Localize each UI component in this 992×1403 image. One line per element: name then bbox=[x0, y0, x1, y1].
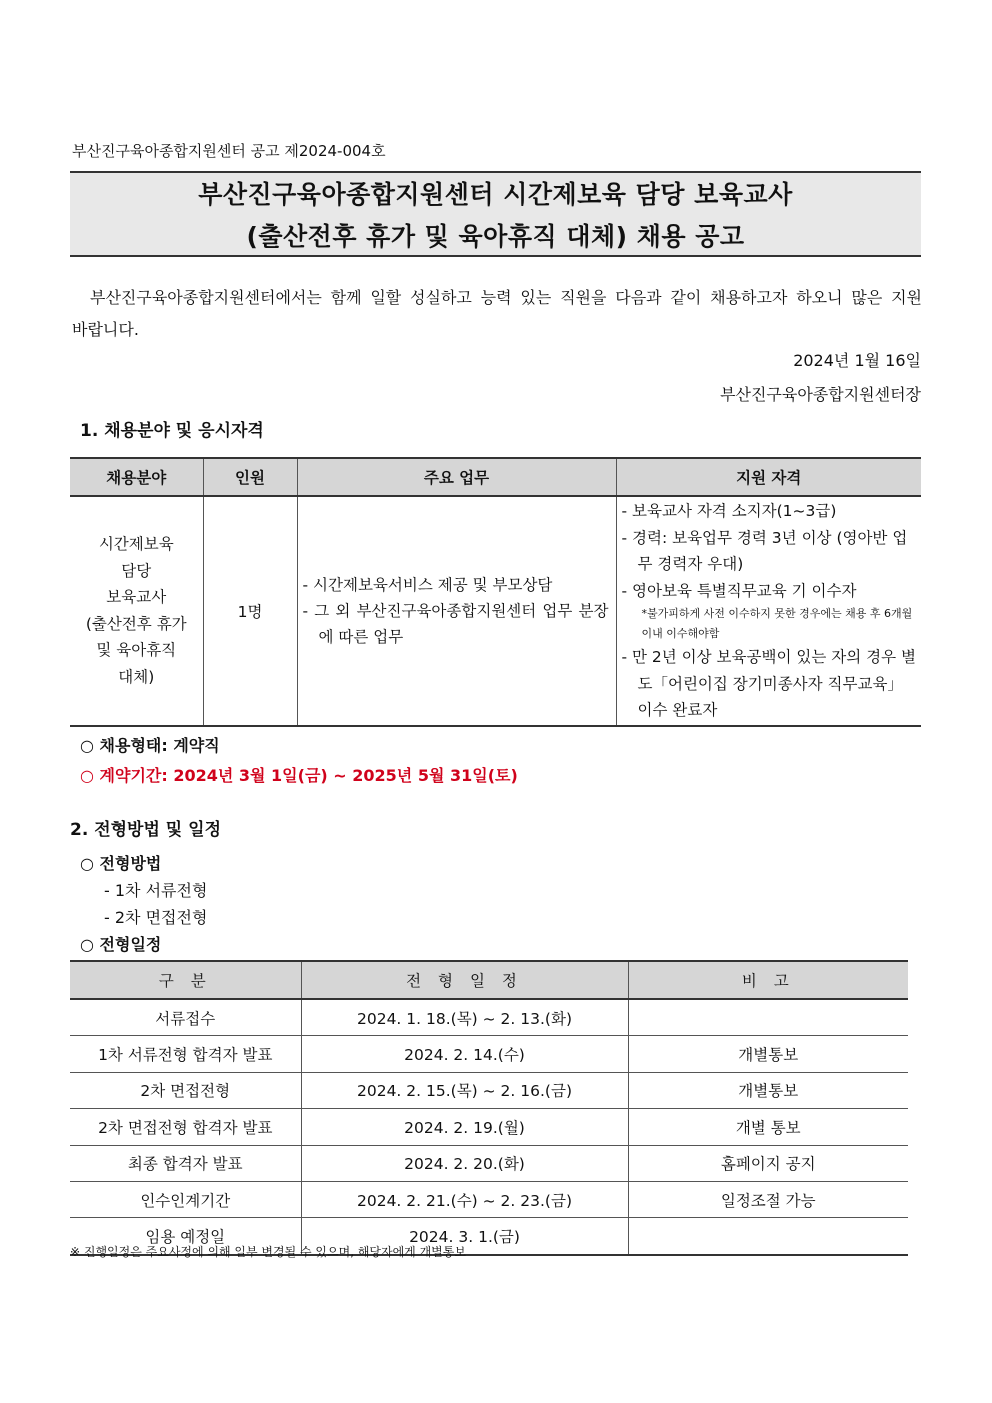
category-cell: 1차 서류전형 합격자 발표 bbox=[70, 1036, 301, 1072]
method-label: ○ 전형방법 bbox=[80, 854, 162, 873]
table-row bbox=[70, 1109, 908, 1145]
signature: 부산진구육아종합지원센터장 bbox=[720, 385, 921, 404]
remarks-cell bbox=[628, 1218, 908, 1255]
duty-item: - 그 외 부산진구육아종합지원센터 업무 분장에 따른 업무 bbox=[302, 601, 609, 646]
table-header-row bbox=[70, 961, 908, 999]
table-row bbox=[70, 1145, 908, 1181]
headcount-cell: 1명 bbox=[203, 496, 297, 726]
table-header-row bbox=[70, 458, 921, 496]
remarks-cell: 개별통보 bbox=[628, 1036, 908, 1072]
header-schedule: 전 형 일 정 bbox=[301, 961, 628, 999]
field-line: 담당 bbox=[121, 561, 152, 580]
table-row bbox=[70, 1181, 908, 1217]
schedule-cell: 2024. 3. 1.(금) bbox=[301, 1218, 628, 1255]
category-cell: 2차 면접전형 bbox=[70, 1072, 301, 1108]
employment-type: ○ 채용형태: 계약직 bbox=[80, 736, 220, 755]
page-title bbox=[70, 171, 921, 257]
qualification-item: - 보육교사 자격 소지자(1~3급) bbox=[621, 502, 837, 520]
table-row bbox=[70, 999, 908, 1036]
field-line: 및 육아휴직 bbox=[96, 641, 177, 660]
remarks-cell: 일정조절 가능 bbox=[628, 1181, 908, 1217]
header-field: 채용분야 bbox=[70, 458, 203, 496]
category-cell: 임용 예정일 bbox=[70, 1218, 301, 1255]
category-cell: 2차 면접전형 합격자 발표 bbox=[70, 1109, 301, 1145]
schedule-cell: 2024. 2. 20.(화) bbox=[301, 1145, 628, 1181]
field-line: (출산전후 휴가 bbox=[85, 614, 187, 633]
duty-item: - 시간제보육서비스 제공 및 부모상담 bbox=[302, 575, 553, 594]
notice-date: 2024년 1월 16일 bbox=[793, 351, 921, 370]
header-headcount: 인원 bbox=[203, 458, 297, 496]
method-item: - 1차 서류전형 bbox=[104, 881, 208, 900]
schedule-cell: 2024. 2. 21.(수) ~ 2. 23.(금) bbox=[301, 1181, 628, 1217]
qualification-item: - 영아보육 특별직무교육 기 이수자 bbox=[621, 581, 857, 600]
schedule-footnote: ※ 진행일정은 주요사정에 의해 일부 변경될 수 있으며, 해당자에게 개별통보 bbox=[70, 1245, 466, 1259]
table-row bbox=[70, 496, 921, 726]
schedule-table bbox=[70, 960, 908, 1256]
notice-number: 부산진구육아종합지원센터 공고 제2024-004호 bbox=[72, 142, 386, 160]
duties-cell bbox=[297, 496, 616, 726]
title-line-1: 부산진구육아종합지원센터 시간제보육 담당 보육교사 bbox=[198, 180, 793, 209]
header-duties: 주요 업무 bbox=[297, 458, 616, 496]
qualification-note: *불가피하게 사전 이수하지 못한 경우에는 채용 후 6개월 이내 이수해야함 bbox=[641, 607, 913, 640]
remarks-cell bbox=[628, 999, 908, 1036]
qualifications-cell bbox=[616, 496, 921, 726]
header-category: 구 분 bbox=[70, 961, 301, 999]
header-remarks: 비 고 bbox=[628, 961, 908, 999]
remarks-cell: 홈페이지 공지 bbox=[628, 1145, 908, 1181]
title-line-2: (출산전후 휴가 및 육아휴직 대체) 채용 공고 bbox=[246, 222, 745, 251]
section1-heading: 1. 채용분야 및 응시자격 bbox=[80, 421, 264, 441]
field-line: 보육교사 bbox=[106, 588, 167, 607]
table-row bbox=[70, 1036, 908, 1072]
qualification-item: - 만 2년 이상 보육공백이 있는 자의 경우 별도「어린이집 장기미종사자 직무교육」이수 완료자 bbox=[621, 648, 916, 719]
category-cell: 서류접수 bbox=[70, 999, 301, 1036]
header-qualifications: 지원 자격 bbox=[616, 458, 921, 496]
qualification-item: - 경력: 보육업무 경력 3년 이상 (영아반 업무 경력자 우대) bbox=[621, 528, 908, 573]
schedule-cell: 2024. 2. 15.(목) ~ 2. 16.(금) bbox=[301, 1072, 628, 1108]
schedule-cell: 2024. 2. 14.(수) bbox=[301, 1036, 628, 1072]
schedule-cell: 2024. 1. 18.(목) ~ 2. 13.(화) bbox=[301, 999, 628, 1036]
intro-paragraph: 부산진구육아종합지원센터에서는 함께 일할 성실하고 능력 있는 직원을 다음과 같이 채용하고자 하오니 많은 지원 바랍니다. bbox=[72, 288, 922, 339]
field-cell bbox=[70, 496, 203, 726]
field-line: 시간제보육 bbox=[98, 535, 174, 554]
field-line: 대체) bbox=[118, 667, 155, 686]
category-cell: 인수인계기간 bbox=[70, 1181, 301, 1217]
section2-heading: 2. 전형방법 및 일정 bbox=[70, 820, 221, 840]
remarks-cell: 개별 통보 bbox=[628, 1109, 908, 1145]
schedule-label: ○ 전형일정 bbox=[80, 935, 162, 954]
remarks-cell: 개별통보 bbox=[628, 1072, 908, 1108]
schedule-cell: 2024. 2. 19.(월) bbox=[301, 1109, 628, 1145]
contract-period: ○ 계약기간: 2024년 3월 1일(금) ~ 2025년 5월 31일(토) bbox=[80, 766, 518, 785]
recruitment-table bbox=[70, 457, 921, 727]
table-row bbox=[70, 1072, 908, 1108]
category-cell: 최종 합격자 발표 bbox=[70, 1145, 301, 1181]
method-item: - 2차 면접전형 bbox=[104, 908, 208, 927]
